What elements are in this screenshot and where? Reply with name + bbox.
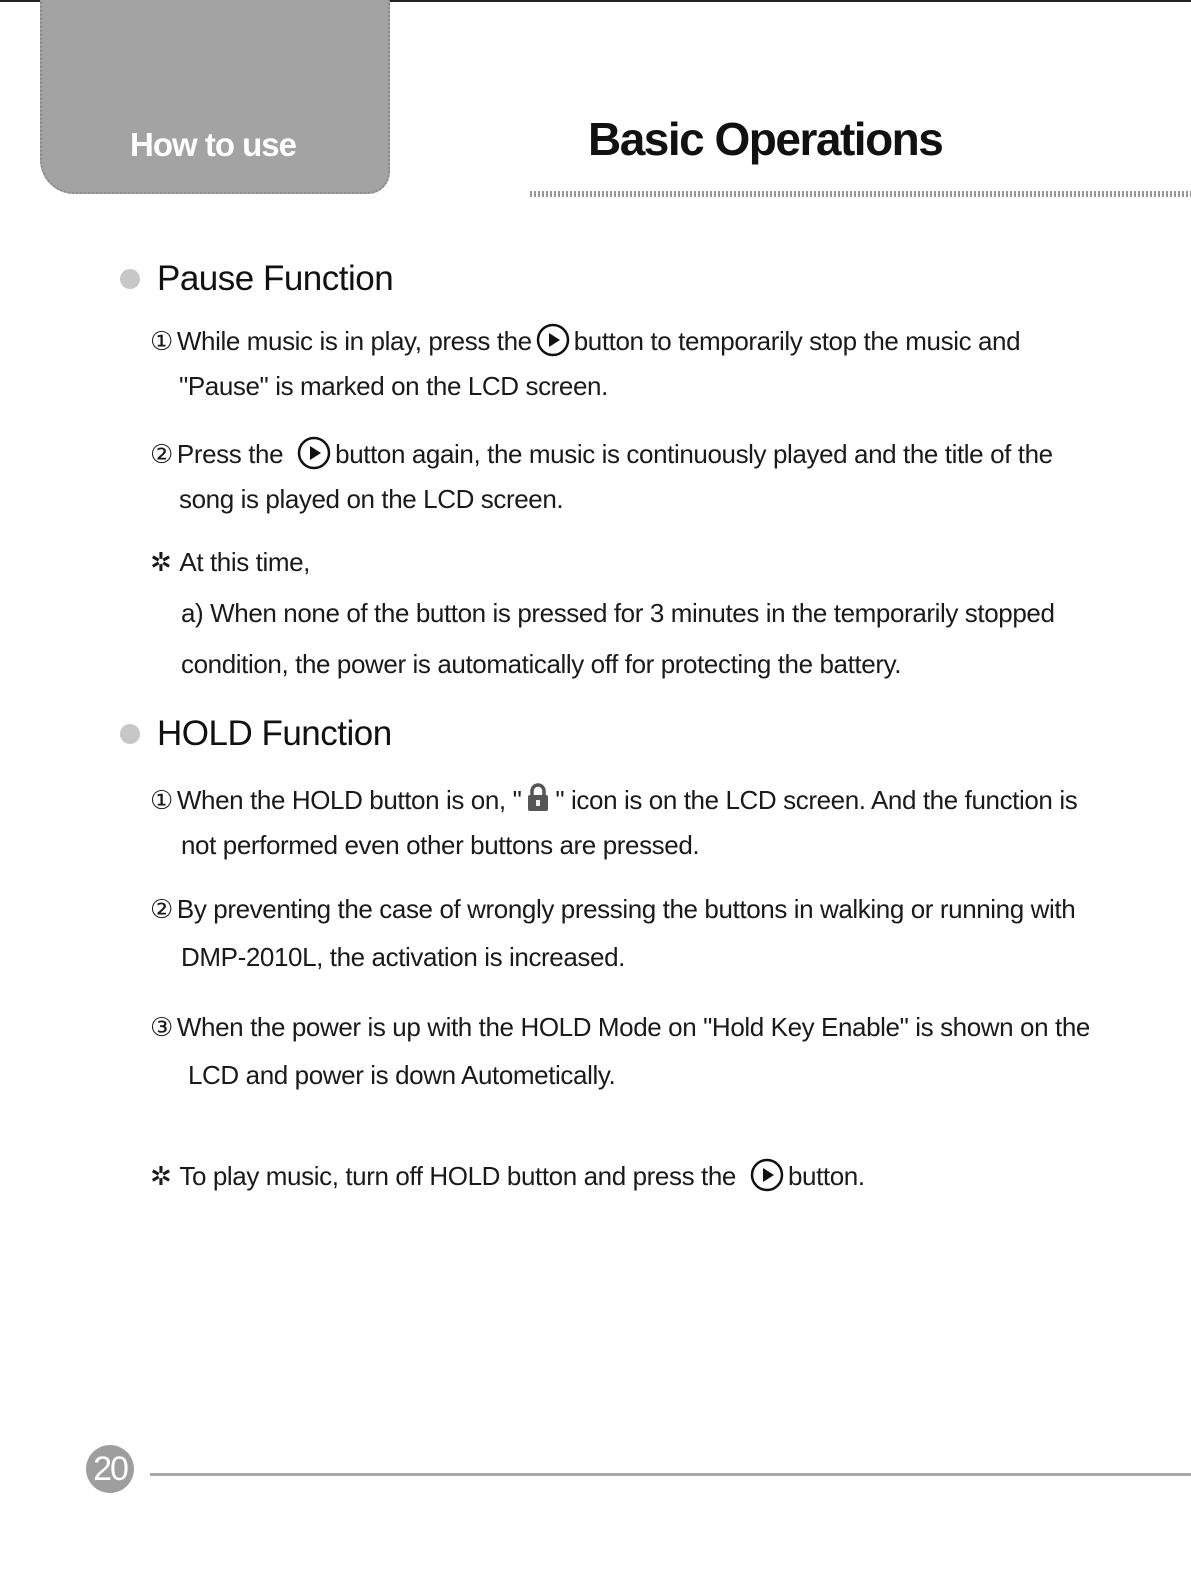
hold-item-2-line-2: DMP-2010L, the activation is increased.: [181, 942, 625, 972]
pause-item-1-line-2: "Pause" is marked on the LCD screen.: [179, 371, 608, 401]
text: " icon is on the LCD screen. And the function is: [555, 785, 1078, 815]
page-title: Basic Operations: [588, 113, 943, 165]
hold-item-1-line-2: not performed even other buttons are pressed.: [181, 830, 700, 860]
text: Press the: [176, 439, 284, 469]
text: button again, the music is continuously played and the title of the: [335, 439, 1053, 469]
hold-heading: HOLD Function: [157, 714, 392, 753]
bullet-dot: [120, 724, 140, 744]
hold-item-1-line-1: [150, 782, 1077, 819]
asterisk-icon: ✲: [150, 547, 172, 577]
text: When the power is up with the HOLD Mode on "Hold Key Enable" is shown on the: [176, 1012, 1090, 1042]
hold-item-3-line-2: LCD and power is down Autometically.: [188, 1060, 616, 1090]
pause-heading: Pause Function: [157, 259, 394, 298]
text: button.: [787, 1161, 865, 1191]
pause-note-line-2: a) When none of the button is pressed for 3 minutes in the temporarily stopped: [181, 598, 1055, 628]
hold-note-line: [150, 1158, 865, 1199]
title-dotted-rule: [530, 191, 1191, 197]
pause-note-line-1: [150, 547, 310, 578]
pause-note-line-3: condition, the power is automatically off for protecting the battery.: [181, 649, 902, 679]
text: While music is in play, press the: [176, 326, 532, 356]
list-number: ③: [150, 1012, 173, 1042]
list-number: ②: [150, 894, 173, 924]
hold-item-2-line-1: [150, 894, 1075, 925]
bullet-dot: [120, 269, 140, 289]
asterisk-icon: ✲: [150, 1161, 172, 1191]
play-button-icon: [750, 1158, 784, 1199]
text: When the HOLD button is on, ": [176, 785, 522, 815]
play-button-icon: [297, 436, 331, 477]
pause-item-2-line-2: song is played on the LCD screen.: [179, 484, 564, 514]
hold-item-3-line-1: [150, 1012, 1090, 1043]
section-tab-label: How to use: [130, 126, 297, 163]
text: To play music, turn off HOLD button and press the: [179, 1161, 736, 1191]
pause-item-1-line-1: [150, 323, 1020, 364]
list-number: ①: [150, 326, 173, 356]
text: At this time,: [179, 547, 311, 577]
text: button to temporarily stop the music and: [573, 326, 1021, 356]
lock-icon: [525, 782, 551, 819]
section-tab: [40, 0, 390, 194]
list-number: ①: [150, 785, 173, 815]
play-button-icon: [536, 323, 570, 364]
page-number: 20: [86, 1445, 134, 1493]
text: By preventing the case of wrongly pressing the buttons in walking or running with: [176, 894, 1076, 924]
pause-item-2-line-1: [150, 436, 1053, 477]
list-number: ②: [150, 439, 173, 469]
footer-rule: [150, 1473, 1191, 1476]
